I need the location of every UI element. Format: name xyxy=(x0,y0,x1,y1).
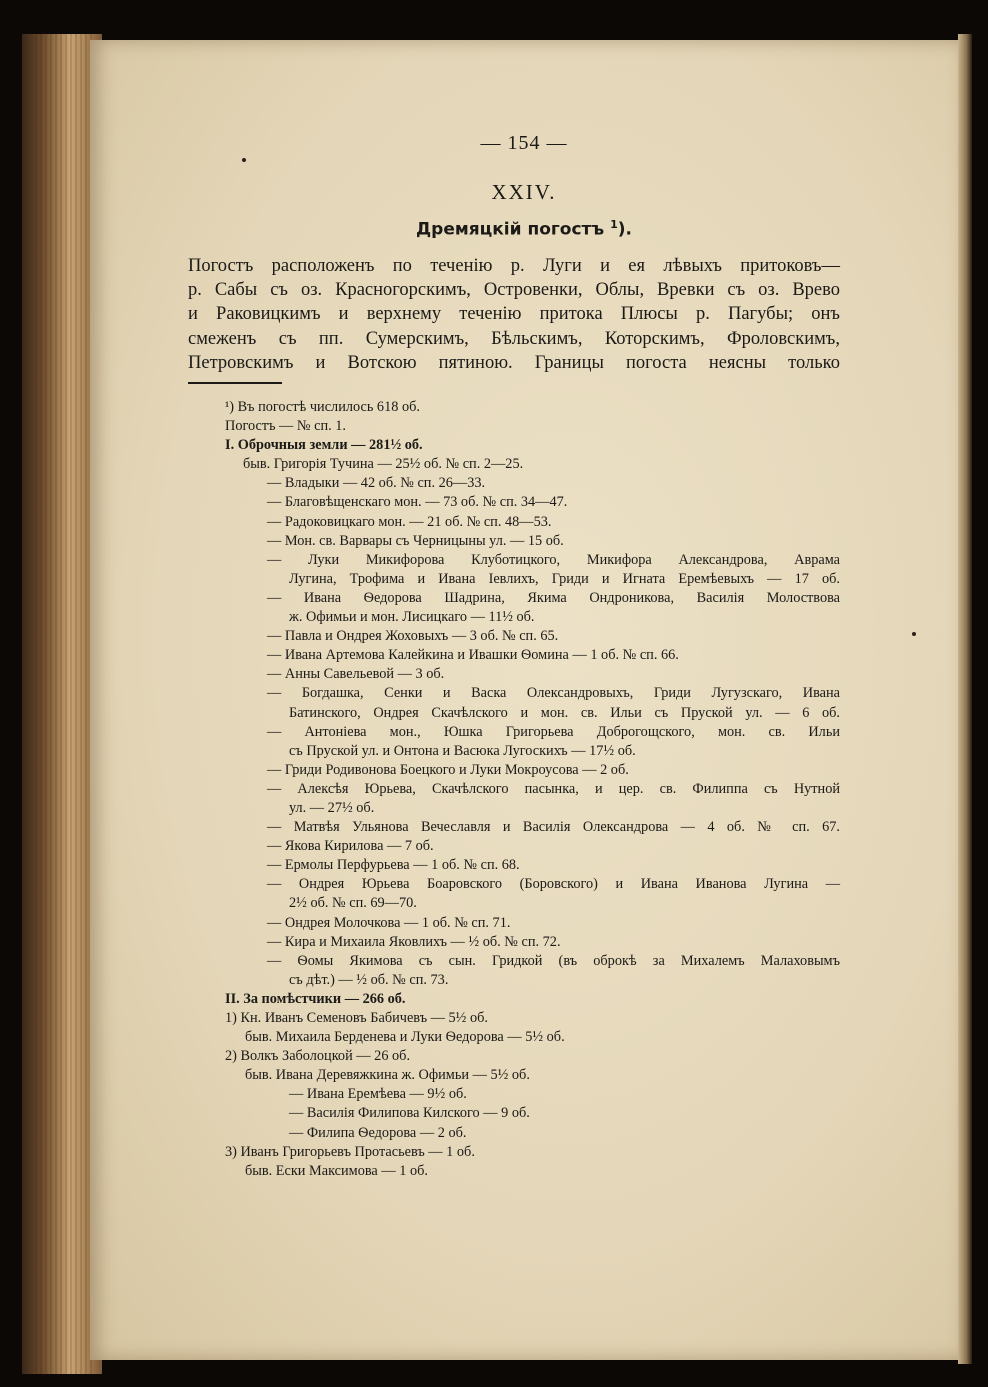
footnote-line: Лугина, Трофима и Ивана Іевлихъ, Гриди и Игната Еремѣевыхъ — 17 об. xyxy=(289,570,840,587)
footnote-line: быв. Михаила Берденева и Луки Ѳедорова — 5½ об. xyxy=(245,1029,565,1046)
page-number: — 154 — xyxy=(480,132,568,154)
main-paragraph xyxy=(188,254,840,375)
section-title-text: Дремяцкій погостъ xyxy=(416,219,605,240)
footnote-line: — Богдашка, Сенки и Васка Олександровыхъ, Гриди Лугузскаго, Ивана xyxy=(267,685,840,702)
footnote-line: съ Пруской ул. и Онтона и Васюка Лугоскихъ — 17½ об. xyxy=(289,742,636,759)
footnote-line: ¹) Въ погостѣ числилось 618 об. xyxy=(225,399,420,415)
footnote-line: ж. Офимьи и мон. Лисицкаго — 11½ об. xyxy=(289,609,535,626)
footnote-line: — Радоковицкаго мон. — 21 об. № сп. 48—53. xyxy=(267,513,552,530)
footnote-line: — Василія Филипова Килского — 9 об. xyxy=(289,1105,530,1122)
footnote-line: — Благовѣщенскаго мон. — 73 об. № сп. 34—47. xyxy=(267,494,568,511)
footnote-line: быв. Ивана Деревяжкина ж. Офимьи — 5½ об. xyxy=(245,1067,530,1084)
footnote-line: съ дѣт.) — ½ об. № сп. 73. xyxy=(289,971,449,988)
footnote-line: — Филипа Ѳедорова — 2 об. xyxy=(289,1124,467,1141)
footnote-line: 1) Кн. Иванъ Семеновъ Бабичевъ — 5½ об. xyxy=(225,1010,488,1026)
footnote-line: — Ондрея Юрьева Боаровского (Боровского) и Ивана Иванова Лугина — xyxy=(267,876,840,893)
footnote-line: 2½ об. № сп. 69—70. xyxy=(289,895,417,912)
footnote-line: — Анны Савельевой — 3 об. xyxy=(267,666,445,683)
footnote-line: — Луки Микифорова Клуботицкого, Микифора Александрова, Аврама xyxy=(267,551,840,568)
footnote-heading: II. За помѣстчики — 266 об. xyxy=(225,990,406,1007)
footnote-separator xyxy=(188,382,282,384)
footnote-line: — Матвѣя Ульянова Вечеславля и Василія Олександрова — 4 об. № сп. 67. xyxy=(267,819,840,836)
footnote-line: — Ондрея Молочкова — 1 об. № сп. 71. xyxy=(267,914,511,931)
footnote-line: быв. Григорія Тучина — 25½ об. № сп. 2—25. xyxy=(243,456,524,473)
footnote-line: — Ермолы Перфурьева — 1 об. № сп. 68. xyxy=(267,857,520,874)
footnote-line: 2) Волкъ Заболоцкой — 26 об. xyxy=(225,1048,411,1065)
section-title-close: ). xyxy=(617,219,632,240)
paper-speck xyxy=(242,158,246,162)
footnote-line: — Ѳомы Якимова съ сын. Гридкой (въ оброкѣ за Михалемъ Малаховымъ xyxy=(267,952,840,969)
paper-speck xyxy=(912,632,916,636)
footnote-line: — Ивана Еремѣева — 9½ об. xyxy=(289,1086,467,1103)
section-title xyxy=(90,218,958,240)
footnote-line: 3) Иванъ Григорьевъ Протасьевъ — 1 об. xyxy=(225,1143,475,1160)
book-page xyxy=(90,40,958,1360)
footnote-line: Погостъ — № сп. 1. xyxy=(225,418,346,435)
paragraph-line: Петровскимъ и Вотскою пятиною. Границы погоста неясны только xyxy=(188,352,840,373)
footnote-reference: 1 xyxy=(610,218,618,231)
footnote-line: — Антоніева мон., Юшка Григорьева Доброгощского, мон. св. Ильи xyxy=(267,723,840,740)
footnote-line: ул. — 27½ об. xyxy=(289,799,375,816)
footnote-line: — Павла и Ондрея Жоховыхъ — 3 об. № сп. 65. xyxy=(267,628,559,645)
chapter-heading: XXIV. xyxy=(491,180,557,204)
footnote-heading: I. Оброчныя земли — 281½ об. xyxy=(225,437,423,454)
next-page-edge xyxy=(958,34,972,1364)
footnote-line: — Ивана Артемова Калейкина и Ивашки Ѳомина — 1 об. № сп. 66. xyxy=(267,647,679,664)
page-content xyxy=(90,40,958,1360)
footnote-line: — Алексѣя Юрьева, Скачѣлского пасынка, и цер. св. Филиппа съ Нутной xyxy=(267,780,840,797)
paragraph-line: смеженъ съ пп. Сумерскимъ, Бѣльскимъ, Которскимъ, Фроловскимъ, xyxy=(188,328,840,349)
footnote-line: — Якова Кирилова — 7 об. xyxy=(267,838,434,855)
paragraph-line: Погостъ расположенъ по теченію р. Луги и ея лѣвыхъ притоковъ— xyxy=(188,256,840,276)
paragraph-line: и Раковицкимъ и верхнему теченію притока Плюсы р. Пагубы; онъ xyxy=(188,304,840,325)
footnote-line: — Гриди Родивонова Боецкого и Луки Мокроусова — 2 об. xyxy=(267,761,629,778)
footnote-line: — Ивана Ѳедорова Шадрина, Якима Ондроникова, Василія Молоствова xyxy=(267,589,840,606)
footnote-line: быв. Ески Максимова — 1 об. xyxy=(245,1162,428,1179)
footnote-line: — Владыки — 42 об. № сп. 26—33. xyxy=(267,475,486,492)
footnote-line: — Кира и Михаила Яковлихъ — ½ об. № сп. 72. xyxy=(267,933,561,950)
footnote-block xyxy=(225,398,840,1181)
footnote-line: — Мон. св. Варвары съ Черницыны ул. — 15 об. xyxy=(267,532,564,549)
paragraph-line: р. Сабы съ оз. Красногорскимъ, Островенки, Облы, Вревки съ оз. Врево xyxy=(188,280,840,301)
footnote-line: Батинского, Ондрея Скачѣлского и мон. св. Ильи съ Пруской ул. — 6 об. xyxy=(289,704,840,721)
